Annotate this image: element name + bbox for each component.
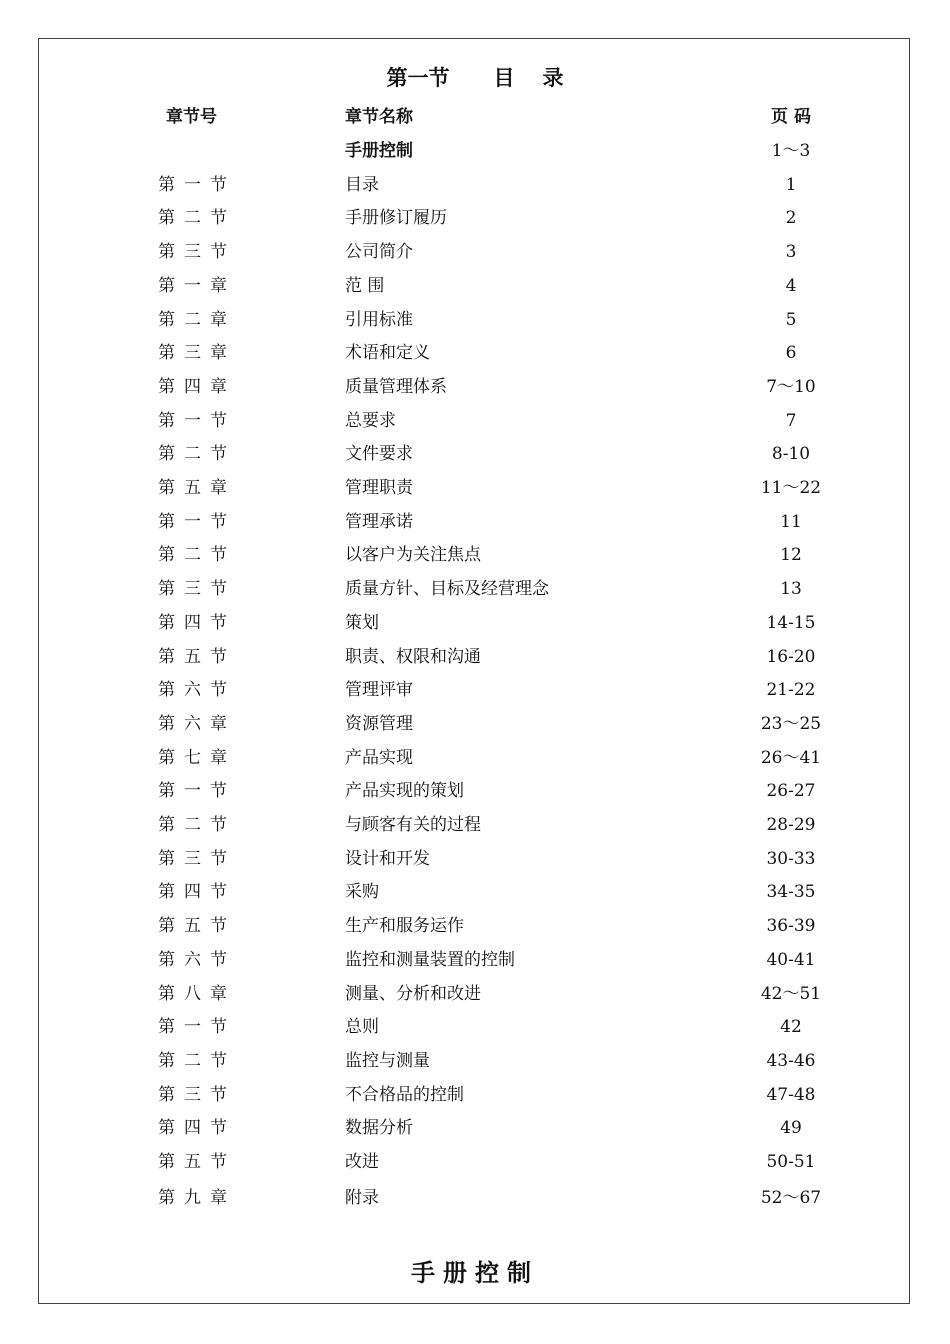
toc-chapter-number: 第二节 — [158, 545, 236, 565]
toc-row — [0, 1083, 950, 1107]
toc-page-range: 2 — [785, 208, 797, 228]
toc-chapter-number: 第一节 — [158, 1017, 236, 1037]
toc-page-range: 49 — [780, 1118, 802, 1138]
toc-chapter-number: 第一节 — [158, 175, 236, 195]
toc-page-range: 8-10 — [771, 444, 811, 464]
toc-chapter-name: 监控和测量装置的控制 — [345, 950, 515, 970]
toc-row — [0, 173, 950, 197]
toc-chapter-name: 管理评审 — [345, 680, 413, 700]
toc-page-range: 1～3 — [771, 141, 811, 161]
toc-chapter-name: 总则 — [345, 1017, 379, 1037]
toc-page-range: 26～41 — [760, 748, 822, 768]
toc-row — [0, 543, 950, 567]
toc-chapter-name: 公司简介 — [345, 242, 413, 262]
toc-chapter-name: 质量方针、目标及经营理念 — [345, 579, 549, 599]
toc-row — [0, 847, 950, 871]
toc-chapter-name: 质量管理体系 — [345, 377, 447, 397]
toc-chapter-number: 第三节 — [158, 242, 236, 262]
toc-row — [0, 1015, 950, 1039]
toc-chapter-number: 第一章 — [158, 276, 236, 296]
toc-page-range: 26-27 — [766, 781, 816, 801]
toc-row — [0, 510, 950, 534]
toc-row — [0, 645, 950, 669]
toc-chapter-number: 第七章 — [158, 748, 236, 768]
toc-chapter-number: 第二节 — [158, 208, 236, 228]
toc-page-range: 30-33 — [766, 849, 816, 869]
toc-page-range: 47-48 — [766, 1085, 816, 1105]
toc-page-range: 3 — [785, 242, 797, 262]
toc-row — [0, 375, 950, 399]
toc-chapter-number: 第三节 — [158, 849, 236, 869]
toc-chapter-number: 第五节 — [158, 1152, 236, 1172]
toc-page-range: 7 — [785, 411, 797, 431]
toc-chapter-name: 与顾客有关的过程 — [345, 815, 481, 835]
toc-row — [0, 139, 950, 163]
toc-page-range: 43-46 — [766, 1051, 816, 1071]
toc-row — [0, 1150, 950, 1174]
toc-chapter-name: 管理承诺 — [345, 512, 413, 532]
toc-page-range: 34-35 — [766, 882, 816, 902]
toc-chapter-number: 第四节 — [158, 882, 236, 902]
header-chapter-number: 章节号 — [166, 107, 217, 127]
toc-row — [0, 240, 950, 264]
toc-row — [0, 611, 950, 635]
toc-chapter-number: 第四节 — [158, 613, 236, 633]
toc-chapter-name: 策划 — [345, 613, 379, 633]
title-char-1: 目 — [493, 66, 515, 90]
toc-page-range: 11～22 — [760, 478, 822, 498]
toc-page-range: 23～25 — [760, 714, 822, 734]
toc-row — [0, 880, 950, 904]
toc-chapter-name: 测量、分析和改进 — [345, 984, 481, 1004]
toc-chapter-number: 第一节 — [158, 781, 236, 801]
toc-chapter-number: 第二章 — [158, 310, 236, 330]
toc-page-range: 12 — [780, 545, 802, 565]
toc-chapter-number: 第六章 — [158, 714, 236, 734]
toc-page-range: 11 — [780, 512, 802, 532]
toc-row — [0, 746, 950, 770]
toc-page-range: 40-41 — [766, 950, 816, 970]
toc-chapter-name: 产品实现的策划 — [345, 781, 464, 801]
toc-chapter-name: 手册控制 — [345, 141, 413, 161]
toc-row — [0, 813, 950, 837]
toc-chapter-number: 第六节 — [158, 680, 236, 700]
header-chapter-name: 章节名称 — [345, 107, 413, 127]
toc-chapter-name: 监控与测量 — [345, 1051, 430, 1071]
toc-page-range: 7～10 — [766, 377, 816, 397]
toc-row — [0, 206, 950, 230]
toc-page-range: 5 — [785, 310, 797, 330]
toc-page-range: 28-29 — [766, 815, 816, 835]
title-char-2: 录 — [542, 66, 564, 90]
toc-chapter-number: 第四章 — [158, 377, 236, 397]
toc-page-range: 1 — [785, 175, 797, 195]
toc-chapter-number: 第二节 — [158, 1051, 236, 1071]
toc-row — [0, 341, 950, 365]
toc-chapter-number: 第六节 — [158, 950, 236, 970]
toc-chapter-number: 第三节 — [158, 579, 236, 599]
toc-chapter-name: 职责、权限和沟通 — [345, 647, 481, 667]
toc-chapter-number: 第二节 — [158, 815, 236, 835]
toc-chapter-number: 第四节 — [158, 1118, 236, 1138]
toc-chapter-name: 不合格品的控制 — [345, 1085, 464, 1105]
toc-page-range: 4 — [785, 276, 797, 296]
toc-page-range: 42 — [780, 1017, 802, 1037]
toc-chapter-name: 手册修订履历 — [345, 208, 447, 228]
toc-chapter-name: 资源管理 — [345, 714, 413, 734]
toc-row — [0, 1186, 950, 1210]
toc-chapter-number: 第五节 — [158, 647, 236, 667]
toc-chapter-name: 数据分析 — [345, 1118, 413, 1138]
toc-page-range: 36-39 — [766, 916, 816, 936]
toc-chapter-number: 第五章 — [158, 478, 236, 498]
title-section: 第一节 — [386, 66, 450, 90]
toc-row — [0, 1116, 950, 1140]
toc-chapter-number: 第九章 — [158, 1188, 236, 1208]
toc-chapter-number: 第一节 — [158, 411, 236, 431]
toc-row — [0, 308, 950, 332]
toc-chapter-name: 术语和定义 — [345, 343, 430, 363]
section-heading: 手册控制 — [411, 1259, 539, 1287]
toc-chapter-name: 产品实现 — [345, 748, 413, 768]
toc-chapter-name: 文件要求 — [345, 444, 413, 464]
toc-chapter-name: 采购 — [345, 882, 379, 902]
toc-chapter-name: 管理职责 — [345, 478, 413, 498]
toc-row — [0, 914, 950, 938]
toc-chapter-name: 以客户为关注焦点 — [345, 545, 481, 565]
toc-chapter-name: 范 围 — [345, 276, 385, 296]
toc-row — [0, 678, 950, 702]
header-page: 页 码 — [771, 107, 811, 127]
toc-row — [0, 476, 950, 500]
toc-row — [0, 577, 950, 601]
toc-page-range: 16-20 — [766, 647, 816, 667]
toc-chapter-number: 第三节 — [158, 1085, 236, 1105]
toc-page-range: 52～67 — [760, 1188, 822, 1208]
toc-row — [0, 442, 950, 466]
page-title — [0, 62, 950, 92]
toc-header-row — [0, 105, 950, 129]
toc-chapter-number: 第八章 — [158, 984, 236, 1004]
toc-page-range: 14-15 — [766, 613, 816, 633]
toc-chapter-name: 生产和服务运作 — [345, 916, 464, 936]
toc-page-range: 21-22 — [766, 680, 816, 700]
toc-page-range: 6 — [785, 343, 797, 363]
toc-chapter-name: 附录 — [345, 1188, 379, 1208]
toc-row — [0, 712, 950, 736]
toc-row — [0, 274, 950, 298]
toc-chapter-name: 总要求 — [345, 411, 396, 431]
toc-chapter-number: 第三章 — [158, 343, 236, 363]
toc-chapter-name: 引用标准 — [345, 310, 413, 330]
toc-chapter-name: 改进 — [345, 1152, 379, 1172]
toc-row — [0, 948, 950, 972]
toc-row — [0, 1049, 950, 1073]
toc-row — [0, 779, 950, 803]
toc-chapter-number: 第二节 — [158, 444, 236, 464]
toc-page-range: 13 — [780, 579, 802, 599]
toc-chapter-name: 目录 — [345, 175, 379, 195]
toc-page-range: 50-51 — [766, 1152, 816, 1172]
toc-row — [0, 982, 950, 1006]
toc-chapter-number: 第五节 — [158, 916, 236, 936]
toc-chapter-number: 第一节 — [158, 512, 236, 532]
toc-page-range: 42～51 — [760, 984, 822, 1004]
toc-row — [0, 409, 950, 433]
toc-chapter-name: 设计和开发 — [345, 849, 430, 869]
